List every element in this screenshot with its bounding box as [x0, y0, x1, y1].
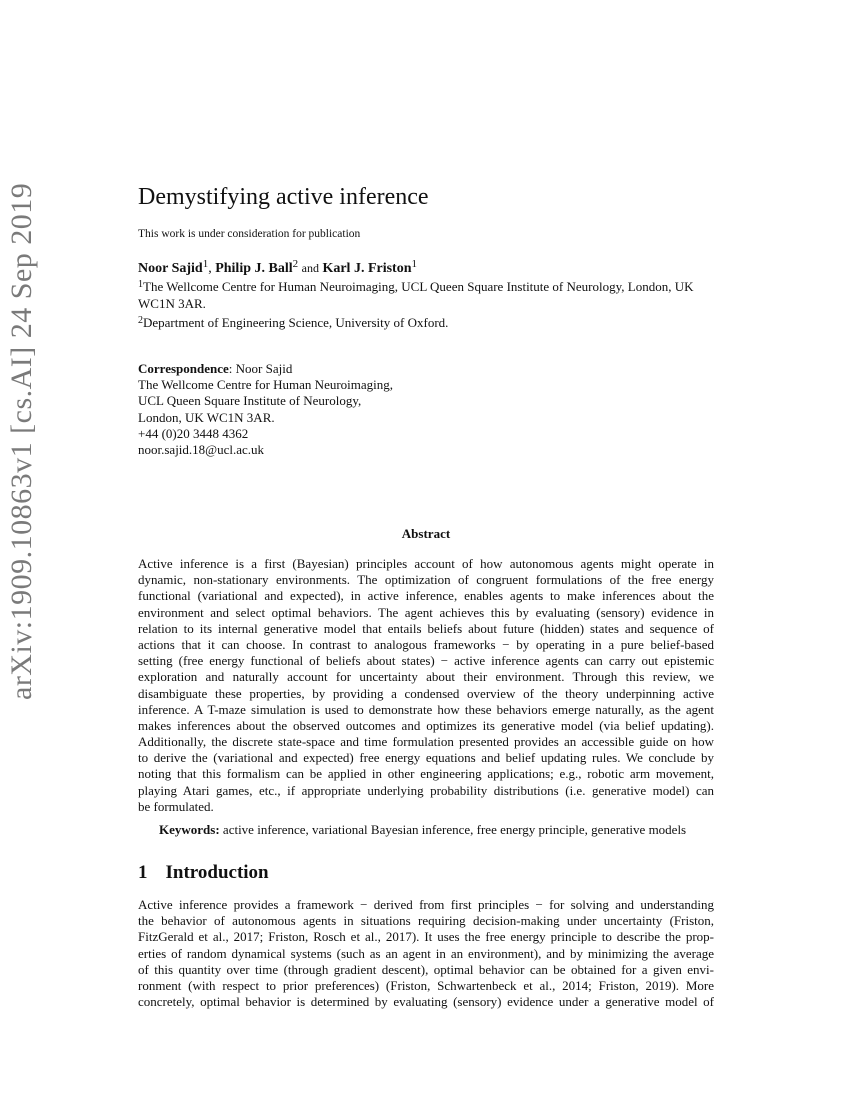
abstract-line: Additionally, the discrete state-space and time formulation presented provides an accessible guide on how [138, 734, 714, 750]
intro-line: ronment (with respect to prior preferences) (Friston, Schwartenbeck et al., 2014; Friston, 2019). More [138, 977, 714, 993]
author-name: Philip J. Ball [215, 261, 293, 276]
abstract-body [138, 556, 714, 815]
intro-line: Active inference provides a framework − derived from first principles − for solving and understanding [138, 897, 714, 912]
intro-line: FitzGerald et al., 2017; Friston, Rosch et al., 2017). It uses the free energy principle to describe the prop- [138, 929, 714, 945]
abstract-line: relation to its internal generative model that entails beliefs about future (hidden) states and sequence of [138, 620, 714, 636]
abstract-line: makes inferences about the observed outcomes and optimizes its generative model (via belief updating). [138, 717, 714, 733]
author-affiliation-marker: 1 [411, 258, 417, 270]
introduction-body [138, 897, 714, 1010]
author-name: Noor Sajid [138, 261, 203, 276]
intro-line: of this quantity over time (through gradient descent), optimal behavior can be obtained for a given envi- [138, 961, 714, 977]
abstract-line: setting (free energy functional of beliefs about states) − active inference agents can carry out epistemic [138, 653, 714, 669]
author-list [138, 258, 417, 277]
affiliation-marker: 2 [138, 315, 143, 326]
intro-line: erties of random dynamical systems (such as an agent in an environment), and by minimizing the average [138, 945, 714, 961]
abstract-line: be formulated. [138, 798, 214, 814]
correspondence-phone: +44 (0)20 3448 4362 [138, 425, 249, 441]
author-affiliation-marker: 2 [292, 258, 299, 270]
correspondence-label: Correspondence [138, 361, 229, 376]
intro-line: the behavior of autonomous agents in situations requiring decision-making under uncertainty (Friston, [138, 913, 714, 929]
abstract-line: Active inference is a first (Bayesian) principles account of how autonomous agents might operate in [138, 556, 714, 571]
affiliation-marker: 1 [138, 279, 143, 290]
abstract-line: functional (variational and expected), in active inference, enables agents to make inferences about the [138, 588, 714, 604]
author-conjunction: and [301, 261, 319, 275]
correspondence-name: : Noor Sajid [228, 361, 293, 376]
correspondence-heading [138, 361, 393, 377]
author-separator: , [208, 261, 212, 276]
keywords-label: Keywords: [159, 822, 220, 837]
abstract-line: exploration and naturally account for uncertainty about their environment. Through this review, we [138, 669, 714, 685]
abstract-line: environment and select optimal behaviors. The agent achieves this by evaluating (sensory) evidence in [138, 604, 714, 620]
abstract-line: inference. A T-maze simulation is used to demonstrate how these behaviors emerge naturally, as the agent [138, 701, 714, 717]
abstract-line: noting that this formalism can be applied in other engineering applications; e.g., robotic arm movement, [138, 766, 714, 782]
abstract-line: dynamic, non-stationary environments. The optimization of congruent formulations of the free energy [138, 572, 714, 588]
affiliation-text: The Wellcome Centre for Human Neuroimaging, UCL Queen Square Institute of Neurology, London, UK WC1N 3AR. [138, 279, 694, 311]
author-name: Karl J. Friston [322, 261, 412, 276]
affiliation-2 [138, 313, 714, 332]
paper-title: Demystifying active inference [138, 184, 429, 210]
section-number: 1 [138, 862, 148, 883]
section-title: Introduction [165, 862, 269, 883]
affiliation-text: Department of Engineering Science, University of Oxford. [143, 315, 449, 330]
intro-line: concretely, optimal behavior is determined by evaluating (sensory) evidence under a generative model of [138, 994, 714, 1010]
abstract-line: to derive the (variational and expected) free energy equations and belief updating rules. We conclude by [138, 750, 714, 766]
abstract-line: actions that it can choose. In contrast to analogous frameworks − by operating in a pure belief-based [138, 636, 714, 652]
keywords-line [159, 822, 686, 838]
keywords-text: active inference, variational Bayesian inference, free energy principle, generative models [219, 822, 687, 837]
author-affiliation-marker: 1 [202, 258, 209, 270]
correspondence-line: London, UK WC1N 3AR. [138, 409, 275, 425]
correspondence-block [138, 361, 393, 458]
section-heading-introduction [138, 862, 269, 884]
abstract-heading: Abstract [401, 526, 451, 541]
affiliation-1 [138, 277, 714, 312]
correspondence-line: The Wellcome Centre for Human Neuroimaging, [138, 377, 394, 393]
abstract-line: playing Atari games, etc., if appropriate underlying probability distributions (i.e. generative model) can [138, 782, 714, 798]
correspondence-email[interactable]: noor.sajid.18@ucl.ac.uk [138, 442, 265, 458]
abstract-line: disambiguate these properties, by providing a condensed overview of the theory underpinning active [138, 685, 714, 701]
arxiv-identifier-stamp: arXiv:1909.10863v1 [cs.AI] 24 Sep 2019 [5, 182, 38, 700]
publication-note: This work is under consideration for publication [138, 228, 361, 240]
correspondence-line: UCL Queen Square Institute of Neurology, [138, 393, 362, 409]
